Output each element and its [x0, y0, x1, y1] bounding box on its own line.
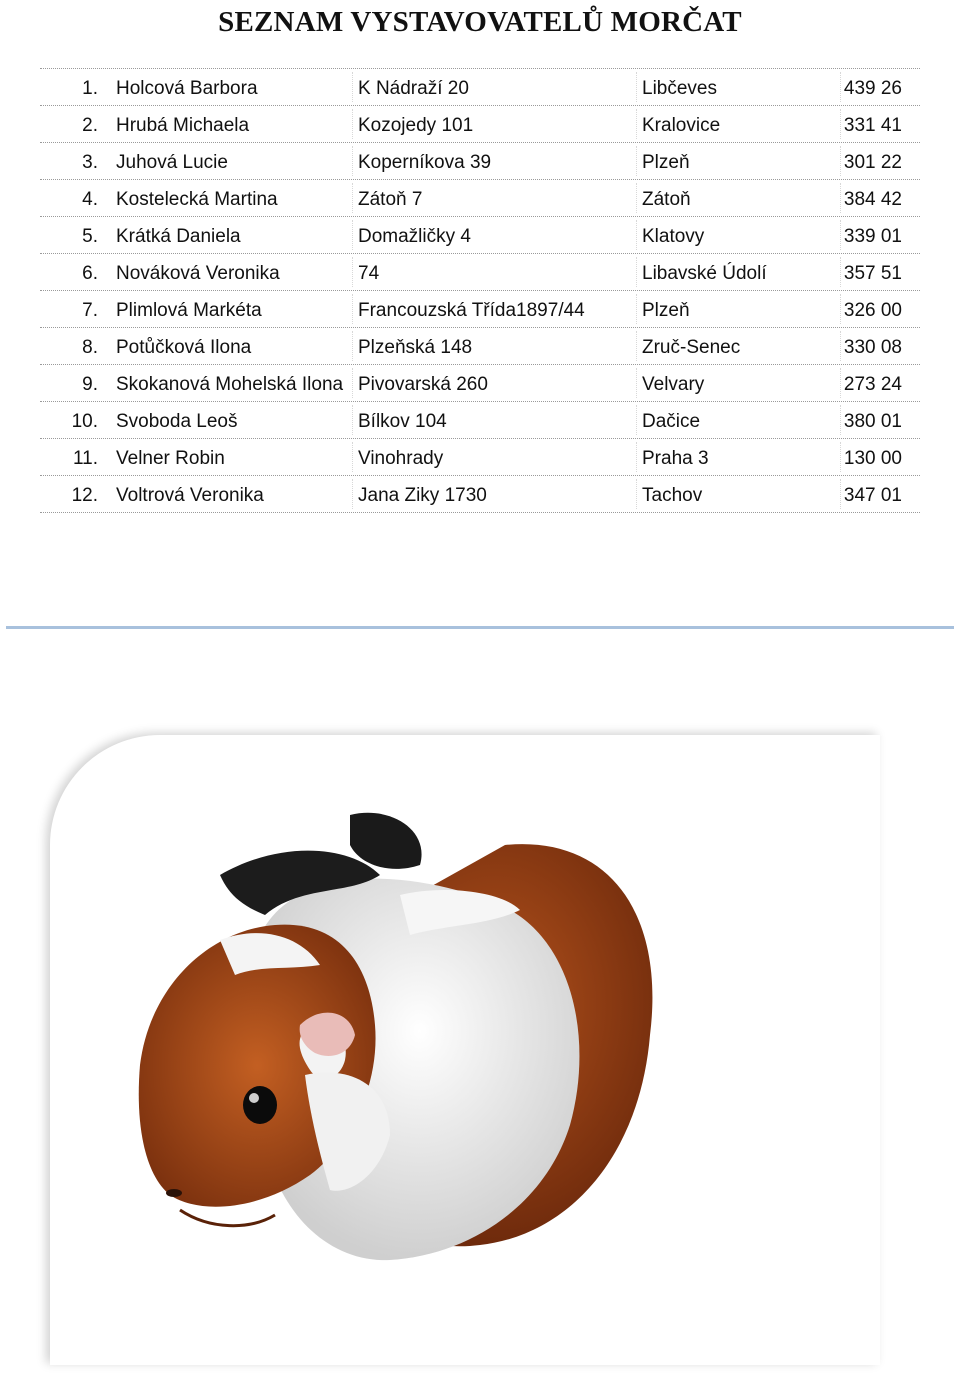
exhibitor-street: K Nádraží 20 — [358, 78, 469, 99]
column-separator — [352, 146, 353, 176]
exhibitor-street: Kozojedy 101 — [358, 115, 474, 136]
table-row — [40, 291, 920, 328]
column-separator — [840, 109, 841, 139]
exhibitor-city: Libčeves — [642, 78, 717, 99]
column-separator — [636, 331, 637, 361]
column-separator — [636, 294, 637, 324]
column-separator — [840, 146, 841, 176]
exhibitor-zip: 331 41 — [843, 115, 902, 136]
table-row — [40, 365, 920, 402]
column-separator — [840, 220, 841, 250]
exhibitor-city: Klatovy — [642, 226, 705, 247]
exhibitor-name: Hrubá Michaela — [116, 115, 250, 136]
guinea-pig-photo-frame — [50, 735, 880, 1365]
exhibitor-zip: 273 24 — [843, 374, 902, 395]
exhibitor-city: Tachov — [642, 485, 703, 506]
column-separator — [352, 183, 353, 213]
exhibitor-number: 6. — [82, 263, 98, 284]
exhibitor-name: Skokanová Mohelská Ilona — [116, 374, 344, 395]
exhibitor-street: Jana Ziky 1730 — [358, 485, 487, 506]
table-row — [40, 402, 920, 439]
column-separator — [352, 294, 353, 324]
exhibitor-name: Holcová Barbora — [116, 78, 258, 99]
table-row — [40, 217, 920, 254]
table-row — [40, 328, 920, 365]
guinea-pig-illustration — [50, 735, 880, 1365]
section-divider — [6, 626, 954, 629]
exhibitor-city: Plzeň — [642, 300, 690, 321]
column-separator — [352, 331, 353, 361]
table-row — [40, 254, 920, 291]
exhibitor-zip: 326 00 — [843, 300, 902, 321]
column-separator — [636, 72, 637, 102]
exhibitor-zip: 357 51 — [843, 263, 902, 284]
table-row — [40, 143, 920, 180]
exhibitor-street: 74 — [358, 263, 380, 284]
exhibitor-zip: 380 01 — [843, 411, 902, 432]
column-separator — [636, 146, 637, 176]
exhibitor-name: Nováková Veronika — [116, 263, 280, 284]
column-separator — [840, 72, 841, 102]
column-separator — [352, 72, 353, 102]
exhibitor-number: 11. — [72, 448, 98, 469]
exhibitor-zip: 384 42 — [843, 189, 902, 210]
exhibitor-number: 4. — [82, 189, 98, 210]
exhibitor-city: Plzeň — [642, 152, 690, 173]
column-separator — [840, 405, 841, 435]
exhibitor-number: 5. — [82, 226, 98, 247]
column-separator — [352, 109, 353, 139]
exhibitor-name: Juhová Lucie — [116, 152, 228, 173]
exhibitor-name: Plimlová Markéta — [116, 300, 262, 321]
exhibitor-zip: 330 08 — [843, 337, 902, 358]
exhibitor-number: 10. — [71, 411, 98, 432]
column-separator — [840, 331, 841, 361]
exhibitor-city: Zátoň — [642, 189, 691, 210]
exhibitor-street: Pivovarská 260 — [358, 374, 488, 395]
exhibitor-street: Vinohrady — [358, 448, 444, 469]
exhibitor-street: Koperníkova 39 — [358, 152, 492, 173]
exhibitor-city: Dačice — [642, 411, 701, 432]
exhibitor-city: Velvary — [642, 374, 705, 395]
exhibitor-zip: 339 01 — [843, 226, 902, 247]
column-separator — [636, 220, 637, 250]
column-separator — [352, 368, 353, 398]
exhibitor-number: 2. — [82, 115, 98, 136]
column-separator — [352, 405, 353, 435]
exhibitor-name: Svoboda Leoš — [116, 411, 238, 432]
column-separator — [840, 368, 841, 398]
exhibitor-street: Bílkov 104 — [358, 411, 447, 432]
exhibitor-name: Voltrová Veronika — [116, 485, 264, 506]
page-title: SEZNAM VYSTAVOVATELŮ MORČAT — [218, 6, 742, 38]
exhibitor-table — [40, 68, 920, 513]
exhibitor-number: 3. — [82, 152, 98, 173]
column-separator — [636, 257, 637, 287]
column-separator — [636, 368, 637, 398]
exhibitor-number: 9. — [82, 374, 98, 395]
exhibitor-number: 8. — [82, 337, 98, 358]
column-separator — [636, 442, 637, 472]
table-row — [40, 439, 920, 476]
table-row — [40, 476, 920, 513]
column-separator — [840, 257, 841, 287]
column-separator — [636, 405, 637, 435]
column-separator — [352, 442, 353, 472]
exhibitor-number: 12. — [71, 485, 98, 506]
exhibitor-zip: 130 00 — [843, 448, 902, 469]
column-separator — [840, 442, 841, 472]
column-separator — [636, 183, 637, 213]
column-separator — [636, 479, 637, 509]
exhibitor-street: Zátoň 7 — [358, 189, 423, 210]
column-separator — [352, 220, 353, 250]
guinea-pig-body — [139, 813, 653, 1260]
exhibitor-name: Krátká Daniela — [116, 226, 241, 247]
table-row — [40, 106, 920, 143]
exhibitor-name: Velner Robin — [116, 448, 225, 469]
column-separator — [352, 479, 353, 509]
exhibitor-zip: 301 22 — [843, 152, 902, 173]
exhibitor-zip: 347 01 — [843, 485, 902, 506]
exhibitor-number: 1. — [82, 78, 98, 99]
exhibitor-number: 7. — [82, 300, 98, 321]
exhibitor-city: Zruč-Senec — [642, 337, 741, 358]
column-separator — [352, 257, 353, 287]
exhibitor-city: Praha 3 — [642, 448, 709, 469]
exhibitor-city: Libavské Údolí — [642, 263, 767, 284]
column-separator — [840, 479, 841, 509]
exhibitor-name: Potůčková Ilona — [116, 337, 252, 358]
exhibitor-zip: 439 26 — [843, 78, 902, 99]
exhibitor-city: Kralovice — [642, 115, 721, 136]
column-separator — [840, 183, 841, 213]
table-row — [40, 69, 920, 106]
column-separator — [840, 294, 841, 324]
table-row — [40, 180, 920, 217]
exhibitor-street: Domažličky 4 — [358, 226, 471, 247]
column-separator — [636, 109, 637, 139]
exhibitor-street: Francouzská Třída1897/44 — [358, 300, 585, 321]
exhibitor-name: Kostelecká Martina — [116, 189, 278, 210]
exhibitor-street: Plzeňská 148 — [358, 337, 473, 358]
